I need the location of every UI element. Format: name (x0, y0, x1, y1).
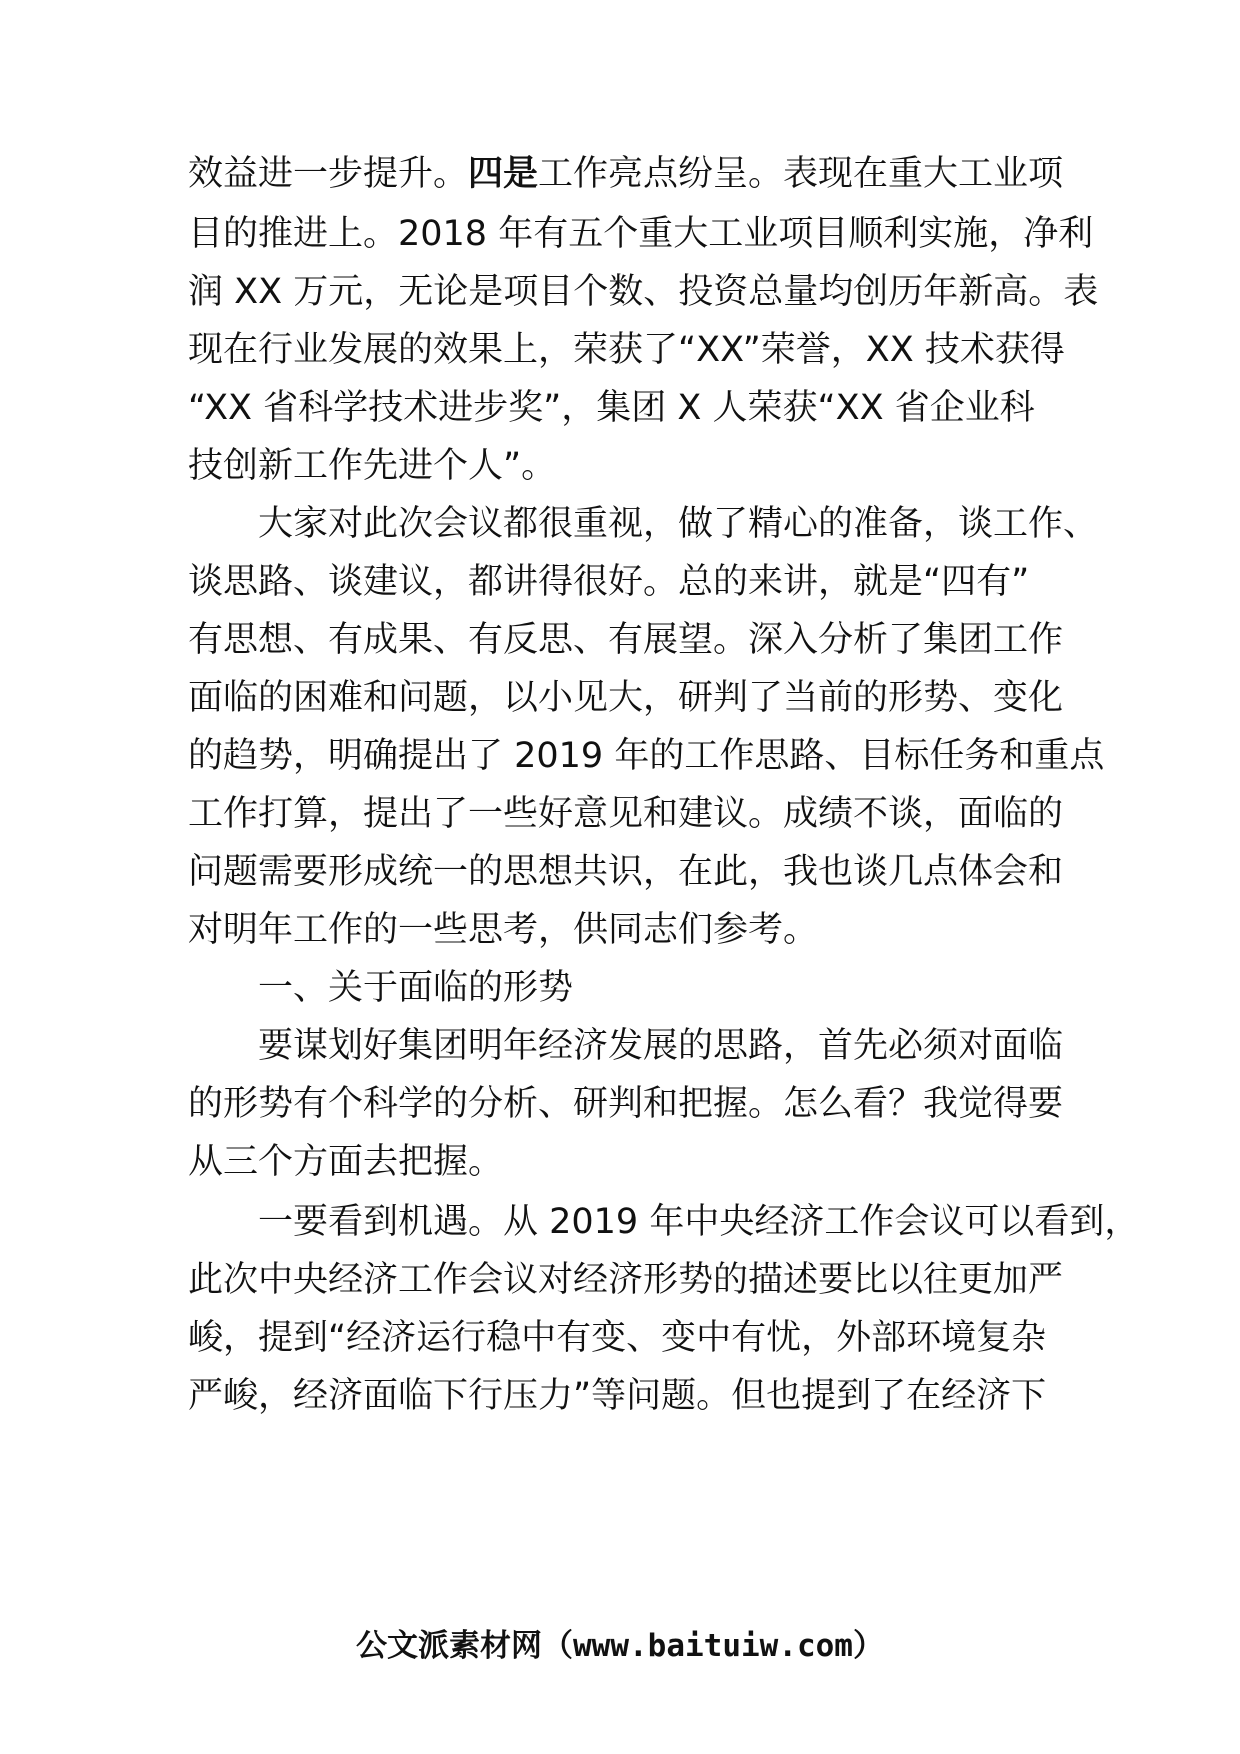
paragraph-line: “XX 省科学技术进步奖”，集团 X 人荣获“XX 省企业科 (188, 388, 1035, 428)
paragraph-line: 的形势有个科学的分析、研判和把握。怎么看？我觉得要 (188, 1084, 1064, 1124)
footer-watermark (0, 1620, 1240, 1672)
text-run: 工作亮点纷呈。表现在重大工业项 (538, 154, 1064, 194)
paragraph-line: 一要看到机遇。从 2019 年中央经济工作会议可以看到， (258, 1202, 1140, 1242)
paragraph-line: 目的推进上。2018 年有五个重大工业项目顺利实施，净利 (188, 214, 1094, 254)
paragraph-line: 峻，提到“经济运行稳中有变、变中有忧，外部环境复杂 (188, 1318, 1047, 1358)
footer-site-name: 公文派素材网（ (356, 1628, 574, 1664)
paragraph-line (188, 146, 1063, 202)
paragraph-line: 技创新工作先进个人”。 (188, 446, 557, 486)
paragraph-line: 对明年工作的一些思考，供同志们参考。 (188, 910, 819, 950)
text-run: 效益进一步提升。 (188, 154, 469, 194)
paragraph-line: 此次中央经济工作会议对经济形势的描述要比以往更加严 (188, 1260, 1064, 1300)
paragraph-line: 问题需要形成统一的思想共识，在此，我也谈几点体会和 (188, 852, 1064, 892)
paragraph-line: 谈思路、谈建议，都讲得很好。总的来讲，就是“四有” (188, 562, 1030, 602)
paragraph-line: 的趋势，明确提出了 2019 年的工作思路、目标任务和重点 (188, 736, 1105, 776)
paragraph-line: 现在行业发展的效果上，荣获了“XX”荣誉，XX 技术获得 (188, 330, 1065, 370)
footer-url: www.baituiw.com (573, 1628, 853, 1664)
paragraph-line: 大家对此次会议都很重视，做了精心的准备，谈工作、 (258, 504, 1099, 544)
paragraph-line: 从三个方面去把握。 (188, 1142, 504, 1182)
paragraph-line: 严峻，经济面临下行压力”等问题。但也提到了在经济下 (188, 1376, 1047, 1416)
paragraph-line: 要谋划好集团明年经济发展的思路，首先必须对面临 (258, 1026, 1064, 1066)
bold-text-run: 四是 (468, 154, 539, 194)
paragraph-line: 有思想、有成果、有反思、有展望。深入分析了集团工作 (188, 620, 1064, 660)
paragraph-line: 润 XX 万元，无论是项目个数、投资总量均创历年新高。表 (188, 272, 1099, 312)
paragraph-line: 面临的困难和问题，以小见大，研判了当前的形势、变化 (188, 678, 1064, 718)
footer-bracket: ） (852, 1628, 884, 1664)
paragraph-line: 工作打算，提出了一些好意见和建议。成绩不谈，面临的 (188, 794, 1064, 834)
section-heading: 一、关于面临的形势 (258, 968, 574, 1008)
